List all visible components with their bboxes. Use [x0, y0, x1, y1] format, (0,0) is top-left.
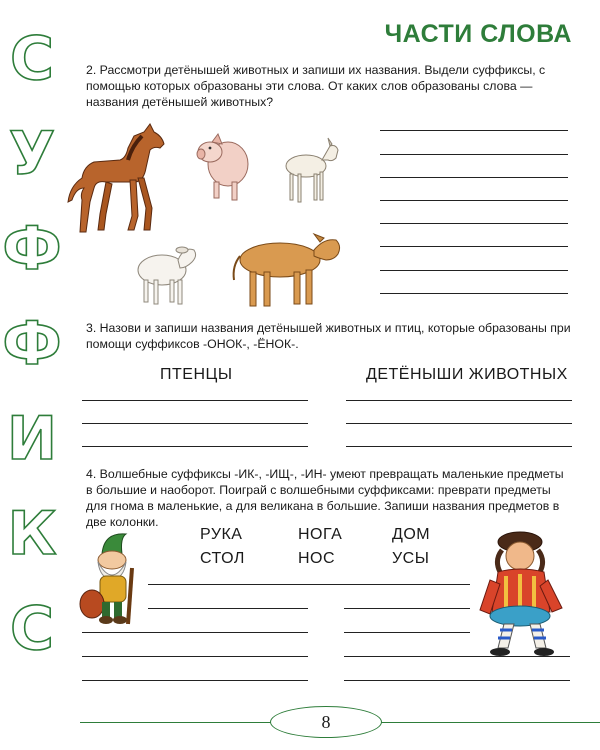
- task-4-text: 4. Волшебные суффиксы -ИК-, -ИЩ-, -ИН- умеют превращать маленькие предметы в большие и наоборот. Поиграй с волшебными суффиксами: преврати предметы для гнома в маленькие, а для великана в большие. Запиши названия предметов в две колонки.: [86, 467, 564, 529]
- answer-line[interactable]: [344, 632, 470, 633]
- word-dom: ДОМ: [392, 526, 431, 543]
- answer-line[interactable]: [380, 177, 568, 178]
- answer-line[interactable]: [380, 270, 568, 271]
- answer-line[interactable]: [380, 293, 568, 294]
- answer-line[interactable]: [380, 130, 568, 131]
- piglet-picture: [196, 128, 252, 203]
- answer-line[interactable]: [380, 200, 568, 201]
- answer-line[interactable]: [344, 656, 570, 657]
- task-3-text: 3. Назови и запиши названия детёнышей животных и птиц, которые образованы при помощи суффиксов -ОНОК-, -ЁНОК-.: [86, 321, 571, 351]
- answer-line[interactable]: [346, 423, 572, 424]
- side-letter: Ф: [2, 214, 62, 284]
- side-letter: У: [8, 119, 56, 189]
- answer-line[interactable]: [344, 680, 570, 681]
- giant-picture: [476, 528, 572, 658]
- calf-picture: [228, 220, 344, 312]
- answer-line[interactable]: [346, 446, 572, 447]
- column-heading-chicks: ПТЕНЦЫ: [160, 366, 233, 383]
- answer-line[interactable]: [380, 154, 568, 155]
- side-letter: С: [9, 24, 55, 94]
- answer-line[interactable]: [82, 446, 308, 447]
- side-decorative-word: [4, 12, 60, 677]
- answer-line[interactable]: [148, 584, 470, 585]
- word-ruka: РУКА: [200, 526, 243, 543]
- answer-line[interactable]: [380, 223, 568, 224]
- answer-line[interactable]: [82, 656, 308, 657]
- page-title: ЧАСТИ СЛОВА: [384, 20, 572, 48]
- word-usy: УСЫ: [392, 550, 430, 567]
- column-heading-animal-babies: ДЕТЁНЫШИ ЖИВОТНЫХ: [366, 366, 568, 383]
- answer-line[interactable]: [82, 423, 308, 424]
- word-noga: НОГА: [298, 526, 343, 543]
- word-nos: НОС: [298, 550, 336, 567]
- answer-line[interactable]: [82, 632, 308, 633]
- task-2-text: 2. Рассмотри детёнышей животных и запиши их названия. Выдели суффиксы, с помощью которых образованы эти слова. От каких слов образованы слова — названия детёнышей животных?: [86, 63, 546, 109]
- answer-line[interactable]: [344, 608, 470, 609]
- foal-picture: [80, 122, 175, 237]
- side-letter: Ф: [2, 309, 62, 379]
- answer-line[interactable]: [148, 608, 308, 609]
- side-letter: С: [9, 594, 55, 664]
- kid-goat-picture: [278, 134, 340, 206]
- lamb-picture: [128, 236, 204, 308]
- answer-line[interactable]: [82, 400, 308, 401]
- gnome-picture: [78, 530, 150, 626]
- answer-line[interactable]: [82, 680, 308, 681]
- page-number-oval: [270, 706, 382, 738]
- word-stol: СТОЛ: [200, 550, 245, 567]
- side-letter: И: [6, 404, 58, 474]
- side-letter: К: [7, 499, 57, 569]
- answer-line[interactable]: [380, 246, 568, 247]
- page-number: 8: [321, 711, 331, 732]
- answer-line[interactable]: [346, 400, 572, 401]
